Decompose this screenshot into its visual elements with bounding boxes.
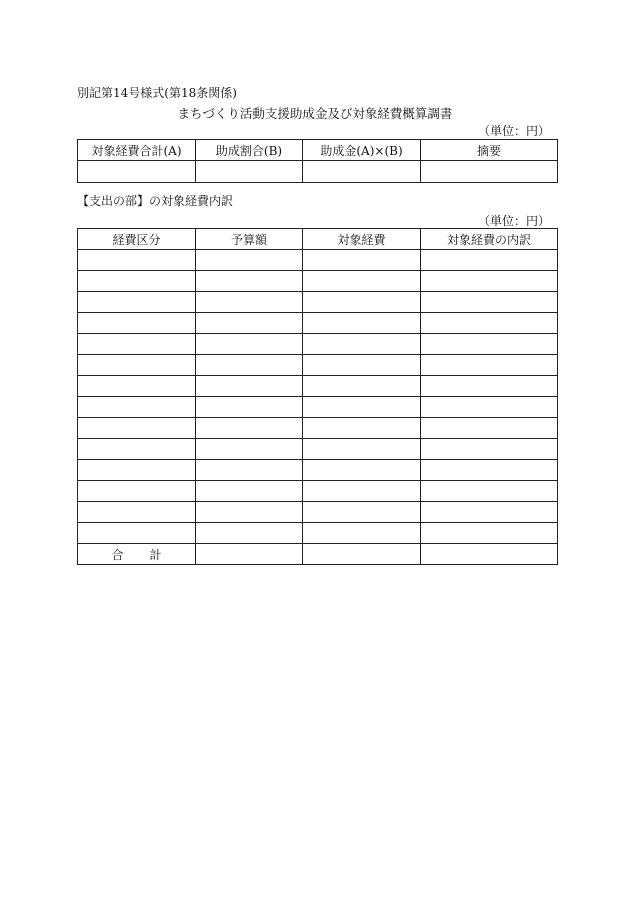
expense-category-cell[interactable]: [78, 271, 196, 292]
subsidy-amount-cell[interactable]: [303, 161, 421, 183]
eligible-breakdown-cell[interactable]: [421, 523, 558, 544]
eligible-expense-cell[interactable]: [303, 376, 421, 397]
budget-amount-cell[interactable]: [196, 313, 303, 334]
eligible-expense-cell[interactable]: [303, 460, 421, 481]
eligible-expense-cell[interactable]: [303, 334, 421, 355]
eligible-breakdown-cell[interactable]: [421, 439, 558, 460]
eligible-expense-cell[interactable]: [303, 250, 421, 271]
total-label-a: 合: [111, 547, 124, 562]
budget-amount-cell[interactable]: [196, 292, 303, 313]
breakdown-header-row: [78, 229, 558, 250]
eligible-expense-cell[interactable]: [303, 481, 421, 502]
summary-table: [77, 139, 558, 183]
eligible-expense-cell[interactable]: [303, 397, 421, 418]
expense-category-cell[interactable]: [78, 418, 196, 439]
eligible-breakdown-cell[interactable]: [421, 397, 558, 418]
budget-amount-cell[interactable]: [196, 376, 303, 397]
table-row: [78, 292, 558, 313]
table-row: [78, 439, 558, 460]
budget-amount-cell[interactable]: [196, 397, 303, 418]
expense-category-cell[interactable]: [78, 439, 196, 460]
header-subsidy-amount: 助成金(A)×(B): [303, 140, 421, 161]
summary-entry-row: [78, 161, 558, 183]
eligible-breakdown-cell[interactable]: [421, 313, 558, 334]
eligible-breakdown-cell[interactable]: [421, 481, 558, 502]
expense-category-cell[interactable]: [78, 481, 196, 502]
expense-category-cell[interactable]: [78, 460, 196, 481]
eligible-expense-cell[interactable]: [303, 502, 421, 523]
eligible-breakdown-cell[interactable]: [421, 355, 558, 376]
budget-amount-cell[interactable]: [196, 439, 303, 460]
table-row: [78, 334, 558, 355]
eligible-breakdown-cell[interactable]: [421, 376, 558, 397]
expense-category-cell[interactable]: [78, 397, 196, 418]
expense-category-cell[interactable]: [78, 376, 196, 397]
eligible-expense-cell[interactable]: [303, 523, 421, 544]
form-label: 別記第14号様式(第18条関係): [77, 86, 237, 100]
table-row: [78, 397, 558, 418]
eligible-expense-cell[interactable]: [303, 439, 421, 460]
total-breakdown-cell[interactable]: [421, 544, 558, 565]
summary-header-row: [78, 140, 558, 161]
unit-label-2: （単位：円）: [478, 214, 551, 228]
budget-amount-cell[interactable]: [196, 271, 303, 292]
breakdown-table: [77, 228, 558, 565]
document-title: まちづくり活動支援助成金及び対象経費概算調書: [177, 106, 453, 121]
budget-amount-cell[interactable]: [196, 481, 303, 502]
header-expense-category: 経費区分: [78, 229, 196, 250]
table-row: [78, 376, 558, 397]
eligible-breakdown-cell[interactable]: [421, 502, 558, 523]
total-eligible-cell[interactable]: [303, 544, 421, 565]
remarks-cell[interactable]: [421, 161, 558, 183]
table-row: [78, 250, 558, 271]
eligible-expense-cell[interactable]: [303, 292, 421, 313]
budget-amount-cell[interactable]: [196, 355, 303, 376]
total-label: [78, 544, 196, 565]
table-row: [78, 523, 558, 544]
eligible-breakdown-cell[interactable]: [421, 250, 558, 271]
expense-category-cell[interactable]: [78, 313, 196, 334]
table-row: [78, 355, 558, 376]
eligible-expense-cell[interactable]: [303, 418, 421, 439]
eligible-breakdown-cell[interactable]: [421, 460, 558, 481]
budget-amount-cell[interactable]: [196, 460, 303, 481]
header-subsidy-rate: 助成割合(B): [196, 140, 303, 161]
eligible-breakdown-cell[interactable]: [421, 271, 558, 292]
budget-amount-cell[interactable]: [196, 418, 303, 439]
table-row: [78, 460, 558, 481]
eligible-breakdown-cell[interactable]: [421, 334, 558, 355]
expense-category-cell[interactable]: [78, 292, 196, 313]
header-budget-amount: 予算額: [196, 229, 303, 250]
table-row: [78, 481, 558, 502]
eligible-expense-cell[interactable]: [303, 355, 421, 376]
budget-amount-cell[interactable]: [196, 502, 303, 523]
expense-category-cell[interactable]: [78, 355, 196, 376]
breakdown-body: [78, 250, 558, 544]
expense-category-cell[interactable]: [78, 334, 196, 355]
expense-category-cell[interactable]: [78, 523, 196, 544]
table-row: [78, 271, 558, 292]
subsidy-rate-cell[interactable]: [196, 161, 303, 183]
header-eligible-expense: 対象経費: [303, 229, 421, 250]
header-eligible-breakdown: 対象経費の内訳: [421, 229, 558, 250]
expense-category-cell[interactable]: [78, 250, 196, 271]
table-row: [78, 418, 558, 439]
eligible-breakdown-cell[interactable]: [421, 292, 558, 313]
expense-category-cell[interactable]: [78, 502, 196, 523]
table-row: [78, 313, 558, 334]
section-title: 【支出の部】の対象経費内訳: [77, 194, 234, 208]
budget-amount-cell[interactable]: [196, 523, 303, 544]
eligible-expense-cell[interactable]: [303, 271, 421, 292]
total-eligible-cell[interactable]: [78, 161, 196, 183]
total-row: [78, 544, 558, 565]
unit-label: （単位：円）: [478, 124, 551, 138]
total-budget-cell[interactable]: [196, 544, 303, 565]
total-label-b: 計: [149, 547, 162, 562]
eligible-expense-cell[interactable]: [303, 313, 421, 334]
budget-amount-cell[interactable]: [196, 334, 303, 355]
header-remarks: 摘要: [421, 140, 558, 161]
table-row: [78, 502, 558, 523]
header-total-eligible: 対象経費合計(A): [78, 140, 196, 161]
budget-amount-cell[interactable]: [196, 250, 303, 271]
eligible-breakdown-cell[interactable]: [421, 418, 558, 439]
